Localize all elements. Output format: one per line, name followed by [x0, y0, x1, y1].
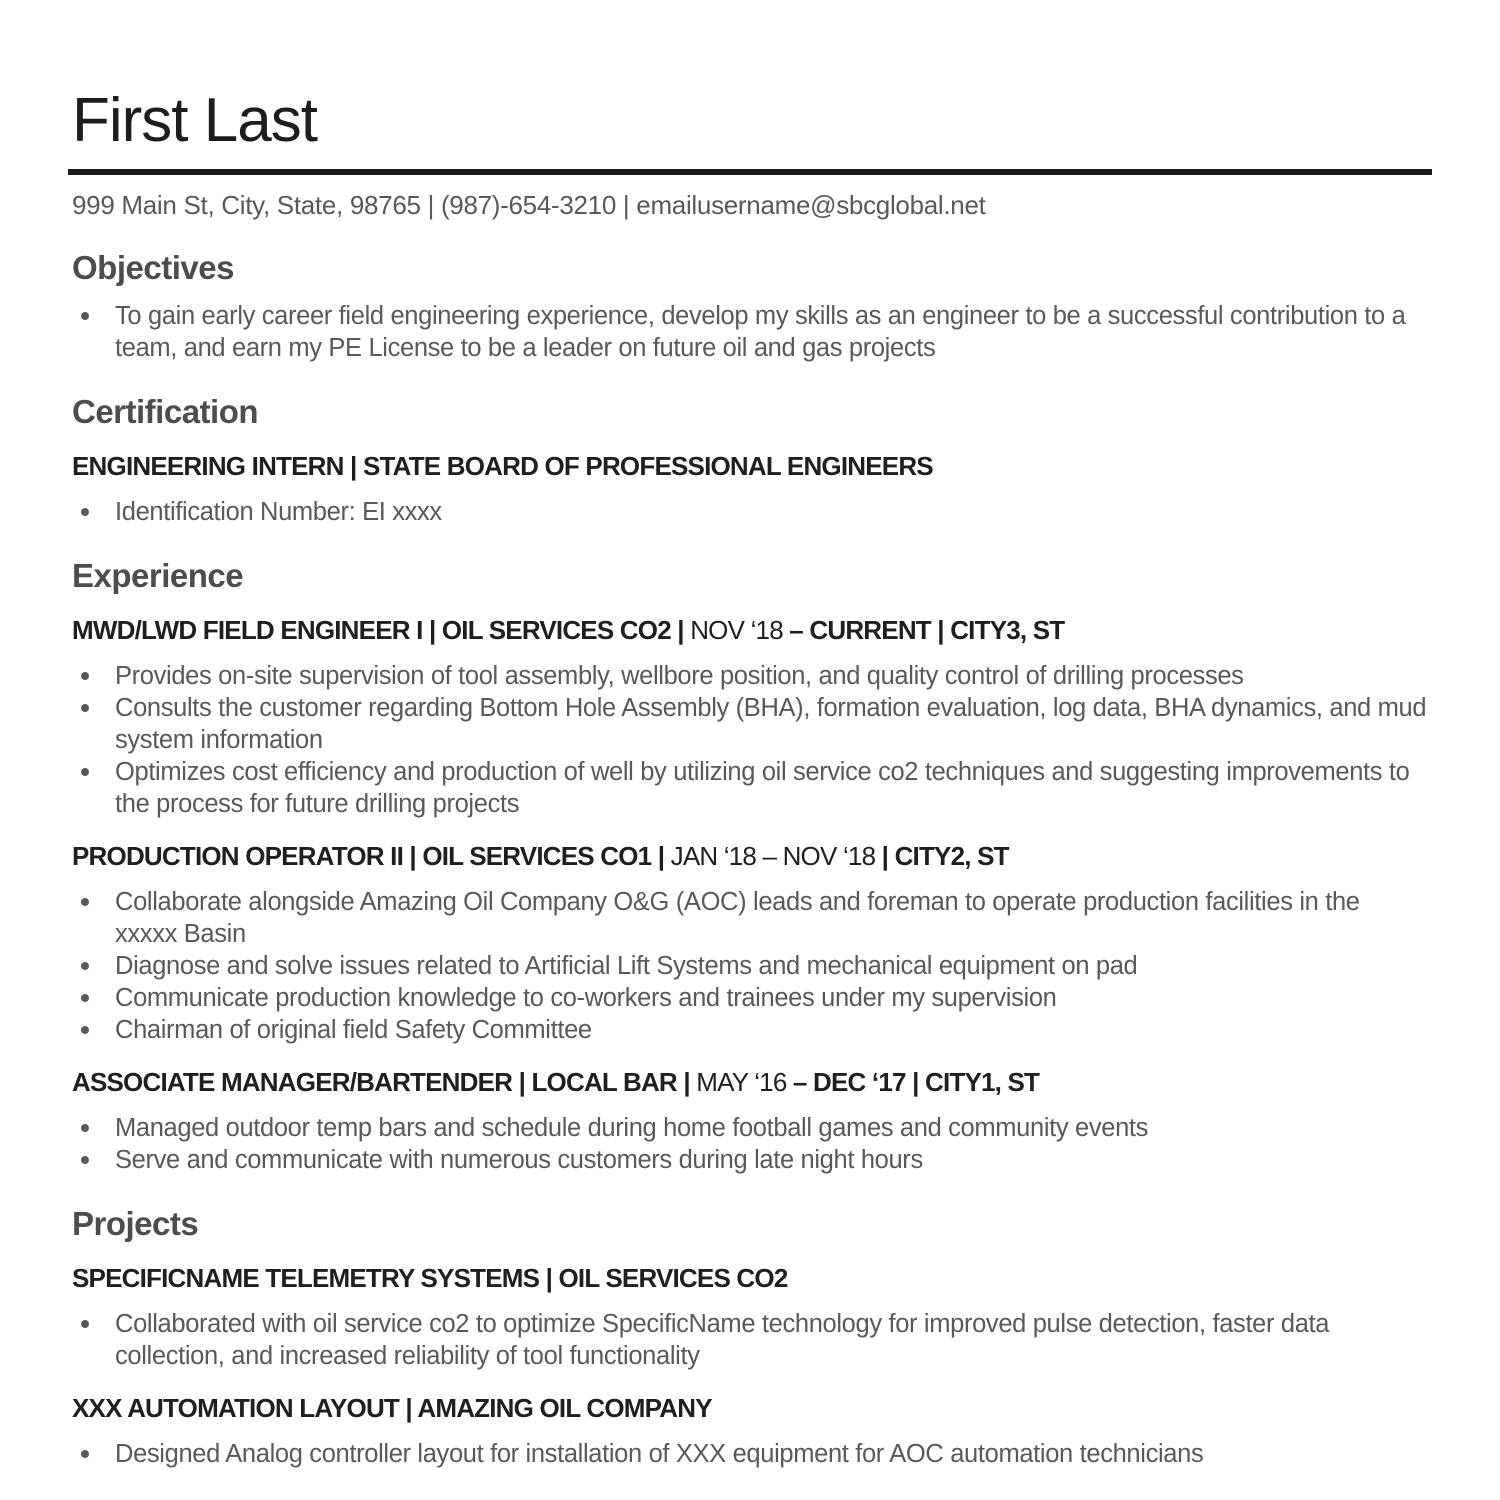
person-name: First Last	[72, 86, 317, 155]
entry-title-segment: | CITY2, ST	[875, 841, 1009, 871]
bullet-list	[72, 660, 1428, 820]
bullet-item: Optimizes cost efficiency and production of well by utilizing oil service co2 techniques and suggesting improvements to the process for future drilling projects	[115, 756, 1428, 820]
entry-title-segment: JAN ‘18 – NOV ‘18	[670, 841, 876, 871]
entry-title-segment: NOV ‘18	[690, 615, 790, 645]
entry-title-segment: SPECIFICNAME TELEMETRY SYSTEMS | OIL SERVICES CO2	[72, 1263, 788, 1293]
entry-title-segment: ASSOCIATE MANAGER/BARTENDER | LOCAL BAR |	[72, 1067, 697, 1097]
entry-title-segment: ENGINEERING INTERN | STATE BOARD OF PROFESSIONAL ENGINEERS	[72, 451, 933, 481]
bullet-list	[72, 1308, 1428, 1372]
entry-title-segment: MAY ‘16	[696, 1067, 793, 1097]
entry-title-segment: – CURRENT | CITY3, ST	[789, 615, 1065, 645]
bullet-item: Serve and communicate with numerous customers during late night hours	[115, 1144, 1428, 1176]
bullet-list	[72, 1438, 1428, 1470]
entry-title-segment: PRODUCTION OPERATOR II | OIL SERVICES CO1 |	[72, 841, 671, 871]
bullet-list	[72, 496, 1428, 528]
entry-title	[72, 840, 1428, 872]
bullet-item: To gain early career field engineering experience, develop my skills as an engineer to be a successful contribution to a team, and earn my PE License to be a leader on future oil and gas projects	[115, 300, 1428, 364]
bullet-list	[72, 300, 1428, 364]
bullet-item: Chairman of original field Safety Committee	[115, 1014, 1428, 1046]
bullet-item: Consults the customer regarding Bottom Hole Assembly (BHA), formation evaluation, log data, BHA dynamics, and mud system information	[115, 694, 1427, 754]
bullet-item: Diagnose and solve issues related to Artificial Lift Systems and mechanical equipment on pad	[115, 950, 1428, 982]
bullet-item: Designed Analog controller layout for installation of XXX equipment for AOC automation technicians	[115, 1438, 1428, 1470]
entry-title	[72, 450, 1428, 482]
contact-line: 999 Main St, City, State, 98765 | (987)-654-3210 | emailusername@sbcglobal.net	[72, 190, 986, 220]
bullet-list	[72, 1112, 1428, 1176]
bullet-item: Provides on-site supervision of tool assembly, wellbore position, and quality control of drilling processes	[115, 660, 1428, 692]
entry-title-segment: XXX AUTOMATION LAYOUT | AMAZING OIL COMPANY	[72, 1393, 712, 1423]
entry-title-segment: – DEC ‘17 | CITY1, ST	[792, 1067, 1040, 1097]
entry-title	[72, 1392, 1428, 1424]
name-rule-divider	[68, 169, 1432, 175]
entry-title-segment: MWD/LWD FIELD ENGINEER I | OIL SERVICES CO2 |	[72, 615, 691, 645]
entry-title	[72, 1066, 1428, 1098]
section-heading: Certification	[72, 393, 259, 430]
entry-title	[72, 614, 1428, 646]
resume-sections	[72, 250, 1428, 1470]
section-heading: Objectives	[72, 249, 234, 286]
bullet-item: Collaborate alongside Amazing Oil Company O&G (AOC) leads and foreman to operate production facilities in the xxxxx Basin	[115, 886, 1428, 950]
bullet-item: Identification Number: EI xxxx	[115, 496, 1428, 528]
section-heading: Experience	[72, 557, 244, 594]
bullet-list	[72, 886, 1428, 1046]
entry-title	[72, 1262, 1428, 1294]
bullet-item: Managed outdoor temp bars and schedule during home football games and community events	[115, 1112, 1428, 1144]
bullet-item: Communicate production knowledge to co-workers and trainees under my supervision	[115, 982, 1428, 1014]
bullet-item: Collaborated with oil service co2 to optimize SpecificName technology for improved pulse detection, faster data collection, and increased reliability of tool functionality	[115, 1308, 1428, 1372]
section-heading: Projects	[72, 1205, 199, 1242]
